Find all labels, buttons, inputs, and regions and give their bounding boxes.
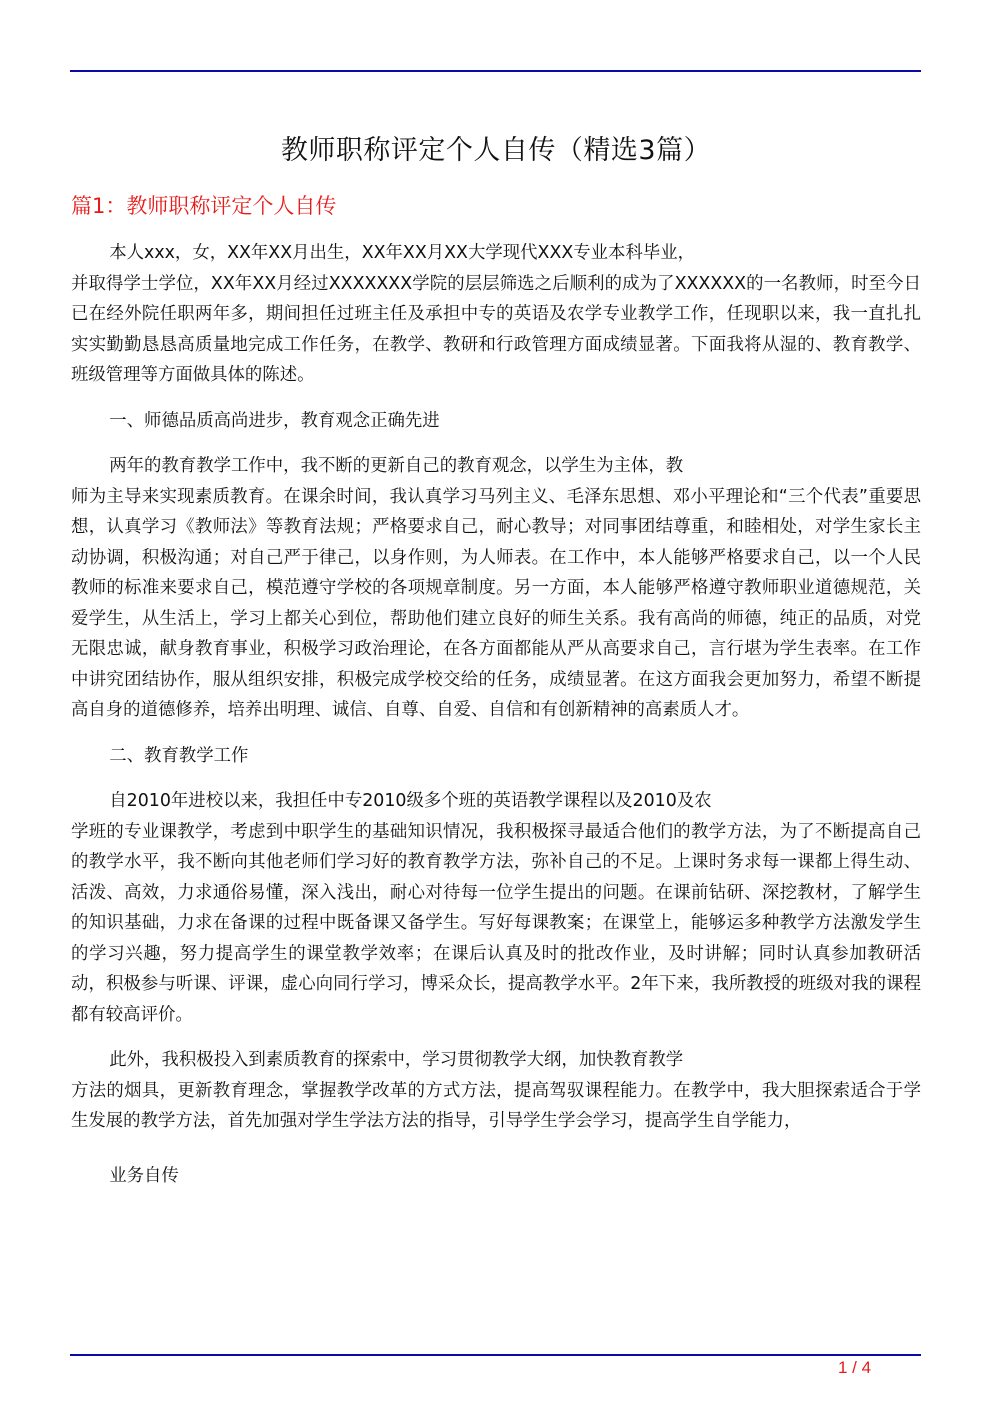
- paragraph-ethics: [71, 451, 921, 726]
- document-title: 教师职称评定个人自传（精选3篇）: [280, 135, 712, 166]
- paragraph-text: 方法的烟具，更新教育理念，掌握教学改革的方式方法，提高驾驭课程能力。在教学中，我大胆探索适合于学生发展的教学方法，首先加强对学生学法方法的指导，引导学生学会学习，提高学生自学能力，: [71, 1080, 921, 1131]
- subheading-business-autobiography: 业务自传: [109, 1165, 179, 1186]
- footer-rule: [70, 1354, 921, 1356]
- paragraph-lead: 自2010年进校以来，我担任中专2010级多个班的英语教学课程以及2010及农: [109, 791, 712, 811]
- section-heading: 篇1：教师职称评定个人自传: [71, 194, 337, 218]
- header-rule: [70, 70, 921, 72]
- document-body: [71, 238, 921, 1206]
- paragraph-lead: 两年的教育教学工作中，我不断的更新自己的教育观念，以学生为主体，教: [109, 456, 684, 476]
- subheading-ethics: 一、师德品质高尚进步，教育观念正确先进: [109, 410, 440, 431]
- paragraph-quality-education: [71, 1045, 921, 1137]
- paragraph-lead: 此外，我积极投入到素质教育的探索中，学习贯彻教学大纲，加快教育教学: [109, 1050, 684, 1070]
- page-indicator: 1 / 4: [838, 1358, 872, 1377]
- paragraph-teaching: [71, 786, 921, 1030]
- paragraph-intro: [71, 238, 921, 391]
- paragraph-text: 并取得学士学位，XX年XX月经过XXXXXXX学院的层层筛选之后顺利的成为了XXXXXX的一名教师，时至今日已在经外院任职两年多，期间担任过班主任及承担中专的英语及农学专业教学工作，任现职以来，我一直扎扎实实勤勤恳恳高质量地完成工作任务，在教学、教研和行政管理方面成绩显著。下面我将从湿的、教育教学、班级管理等方面做具体的陈述。: [71, 273, 921, 385]
- subheading-teaching: 二、教育教学工作: [109, 745, 249, 766]
- paragraph-text: 师为主导来实现素质教育。在课余时间，我认真学习马列主义、毛泽东思想、邓小平理论和“三个代表”重要思想，认真学习《教师法》等教育法规；严格要求自己，耐心教导；对同事团结尊重，和睦相处，对学生家长主动协调，积极沟通；对自己严于律己，以身作则，为人师表。在工作中，本人能够严格要求自己，以一个人民教师的标准来要求自己，模范遵守学校的各项规章制度。另一方面，本人能够严格遵守教师职业道德规范，关爱学生，从生活上，学习上都关心到位，帮助他们建立良好的师生关系。我有高尚的师德，纯正的品质，对党无限忠诚，献身教育事业，积极学习政治理论，在各方面都能从严从高要求自己，言行堪为学生表率。在工作中讲究团结协作，服从组织安排，积极完成学校交给的任务，成绩显著。在这方面我会更加努力，希望不断提高自身的道德修养，培养出明理、诚信、自尊、自爱、自信和有创新精神的高素质人才。: [71, 486, 921, 720]
- paragraph-text: 学班的专业课教学，考虑到中职学生的基础知识情况，我积极探寻最适合他们的教学方法，为了不断提高自己的教学水平，我不断向其他老师们学习好的教育教学方法，弥补自己的不足。上课时务求每一课都上得生动、活泼、高效，力求通俗易懂，深入浅出，耐心对待每一位学生提出的问题。在课前钻研、深挖教材，了解学生的知识基础，力求在备课的过程中既备课又备学生。写好每课教案；在课堂上，能够运多种教学方法激发学生的学习兴趣，努力提高学生的课堂教学效率；在课后认真及时的批改作业，及时讲解；同时认真参加教研活动，积极参与听课、评课，虚心向同行学习，博采众长，提高教学水平。2年下来，我所教授的班级对我的课程都有较高评价。: [71, 821, 921, 1025]
- paragraph-lead: 本人xxx，女，XX年XX月出生，XX年XX月XX大学现代XXX专业本科毕业，: [109, 243, 696, 263]
